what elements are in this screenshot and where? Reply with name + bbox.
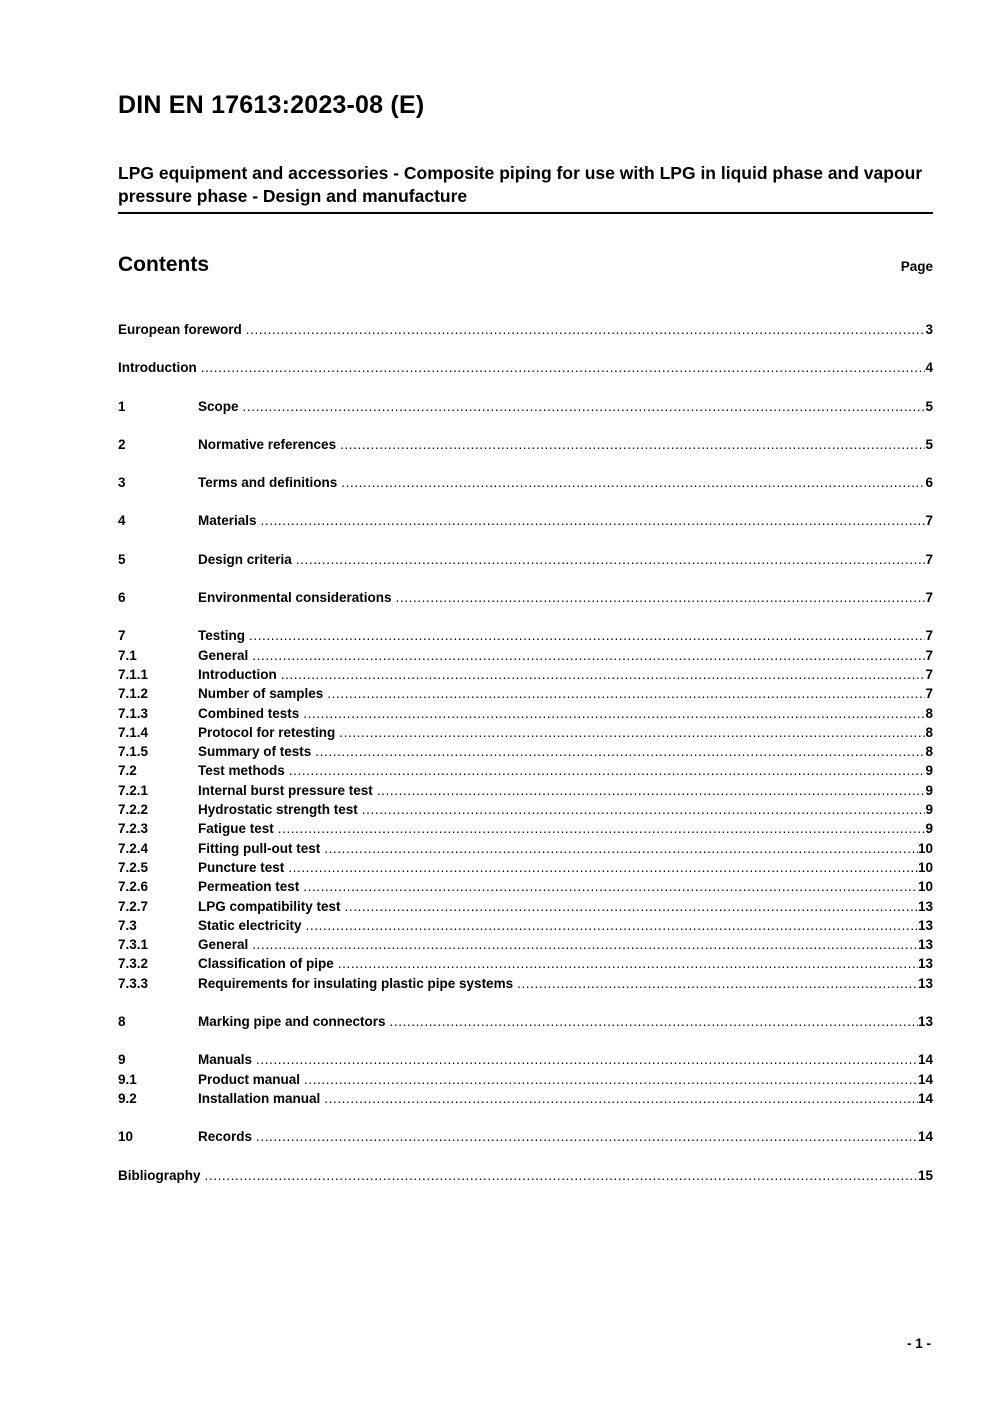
toc-entry-title: Requirements for insulating plastic pipe systems [198,975,514,991]
toc-leader-dots [306,916,918,935]
toc-entry-title: Protocol for retesting [198,724,336,740]
toc-entry-title: Combined tests [198,705,300,721]
toc-group [118,397,933,416]
toc-leader-dots [340,435,925,454]
toc-entry[interactable] [118,1089,933,1108]
toc-entry-page: 13 [917,898,933,914]
toc-entry[interactable] [118,626,933,645]
toc-entry[interactable] [118,897,933,916]
toc-entry[interactable] [118,1012,933,1031]
toc-leader-dots [289,761,926,780]
toc-entry-number: 5 [118,551,126,567]
toc-leader-dots [256,1127,918,1146]
toc-entry-number: 3 [118,475,126,491]
toc-entry-title: Permeation test [198,879,300,895]
toc-entry-number: 7.3 [118,917,137,933]
toc-entry-title: Fatigue test [198,821,274,837]
toc-entry-number: 7.3.1 [118,937,149,953]
toc-entry[interactable] [118,954,933,973]
toc-entry-number: 7.2 [118,763,137,779]
toc-entry-title: Environmental considerations [198,590,392,606]
toc-entry-title: Terms and definitions [198,475,338,491]
contents-heading: Contents [118,253,209,276]
toc-leader-dots [296,550,926,569]
toc-entry-page: 9 [925,782,933,798]
toc-entry[interactable] [118,550,933,569]
toc-entry-number: 4 [118,513,126,529]
toc-leader-dots [246,320,926,339]
toc-entry-page: 14 [917,1071,933,1087]
toc-entry-title: European foreword [118,322,242,337]
toc-leader-dots [252,646,925,665]
toc-entry-page: 6 [925,475,933,491]
toc-leader-dots [396,588,926,607]
toc-entry-title: General [198,647,249,663]
page-column-label: Page [900,259,933,274]
toc-leader-dots [278,819,926,838]
toc-entry-page: 9 [925,763,933,779]
toc-entry[interactable] [118,320,933,339]
toc-leader-dots [256,1050,918,1069]
toc-entry-number: 7.2.5 [118,859,149,875]
toc-entry-number: 7.1.1 [118,666,149,682]
toc-entry-page: 14 [917,1090,933,1106]
toc-entry-page: 5 [925,398,933,414]
toc-entry-title: Design criteria [198,551,292,567]
toc-entry[interactable] [118,511,933,530]
toc-group [118,588,933,607]
footer-page-number: - 1 - [906,1336,931,1351]
toc-entry-title: Materials [198,513,257,529]
toc-entry-number: 7.2.1 [118,782,149,798]
toc-entry[interactable] [118,1166,933,1185]
toc-entry-number: 7 [118,628,126,644]
toc-entry[interactable] [118,704,933,723]
toc-entry-title: Puncture test [198,859,285,875]
toc-leader-dots [201,358,926,377]
toc-entry[interactable] [118,858,933,877]
toc-entry-page: 10 [917,859,933,875]
toc-leader-dots [377,781,926,800]
toc-entry-page: 7 [925,647,933,663]
toc-leader-dots [249,626,925,645]
toc-group [118,1050,933,1108]
toc-list [118,320,933,1185]
toc-entry-number: 8 [118,1014,126,1030]
toc-entry[interactable] [118,1127,933,1146]
toc-group [118,1012,933,1031]
toc-entry[interactable] [118,935,933,954]
toc-group [118,550,933,569]
toc-leader-dots [362,800,926,819]
toc-leader-dots [315,742,925,761]
toc-entry-number: 10 [118,1129,134,1145]
toc-leader-dots [339,723,925,742]
toc-entry-title: Testing [198,628,245,644]
toc-entry-page: 7 [925,590,933,606]
toc-leader-dots [252,935,918,954]
toc-entry-title: Installation manual [198,1090,321,1106]
toc-group [118,626,933,993]
toc-entry-title: Internal burst pressure test [198,782,373,798]
toc-entry-page: 4 [925,360,933,376]
toc-leader-dots [324,839,918,858]
toc-entry-title: Product manual [198,1071,301,1087]
toc-entry-page: 9 [925,802,933,818]
toc-entry-page: 10 [917,840,933,856]
toc-entry-page: 14 [917,1052,933,1068]
toc-leader-dots [345,897,918,916]
toc-entry-page: 8 [925,744,933,760]
toc-entry-title: Classification of pipe [198,956,334,972]
toc-entry-page: 13 [917,975,933,991]
toc-entry-title: Static electricity [198,917,302,933]
toc-entry-number: 7.1.3 [118,705,149,721]
toc-entry[interactable] [118,358,933,377]
toc-entry-page: 14 [917,1129,933,1145]
toc-entry-number: 7.1.2 [118,686,149,702]
toc-entry[interactable] [118,397,933,416]
toc-entry-page: 7 [925,551,933,567]
toc-entry-title: LPG compatibility test [198,898,341,914]
toc-entry[interactable] [118,684,933,703]
toc-leader-dots [281,665,926,684]
toc-entry[interactable] [118,1050,933,1069]
toc-entry-page: 13 [917,917,933,933]
toc-entry-title: Records [198,1129,253,1145]
toc-entry-title: Introduction [118,360,197,376]
toc-entry[interactable] [118,742,933,761]
toc-entry-page: 7 [925,686,933,702]
toc-entry-number: 2 [118,436,126,452]
toc-leader-dots [324,1089,918,1108]
toc-entry[interactable] [118,646,933,665]
toc-entry-page: 7 [925,666,933,682]
toc-leader-dots [303,877,918,896]
toc-entry-number: 1 [118,398,126,414]
toc-entry-page: 13 [917,956,933,972]
toc-entry[interactable] [118,588,933,607]
contents-header-row [118,254,933,276]
toc-entry-title: Bibliography [118,1167,201,1183]
toc-entry-title: Test methods [198,763,285,779]
toc-entry[interactable] [118,916,933,935]
toc-entry-title: Normative references [198,436,337,452]
toc-group [118,1166,933,1185]
toc-entry-number: 9 [118,1052,126,1068]
toc-entry[interactable] [118,781,933,800]
toc-leader-dots [303,704,925,723]
toc-entry[interactable] [118,800,933,819]
toc-entry-page: 7 [925,628,933,644]
toc-entry-title: Introduction [198,666,277,682]
toc-entry-page: 13 [917,1014,933,1030]
toc-leader-dots [261,511,926,530]
toc-leader-dots [304,1070,918,1089]
toc-entry-number: 9.1 [118,1071,137,1087]
document-title: LPG equipment and accessories - Composite piping for use with LPG in liquid phase and vapour pressure phase - Design and manufacture [118,162,933,214]
toc-entry[interactable] [118,761,933,780]
toc-leader-dots [205,1166,918,1185]
toc-group [118,358,933,377]
toc-entry-page: 9 [925,821,933,837]
toc-entry[interactable] [118,1070,933,1089]
toc-entry-page: 5 [925,436,933,452]
toc-entry-number: 7.2.4 [118,840,149,856]
toc-group [118,435,933,454]
toc-group [118,473,933,492]
toc-entry-title: Number of samples [198,686,324,702]
toc-entry-page: 7 [925,513,933,529]
toc-entry[interactable] [118,819,933,838]
toc-entry[interactable] [118,839,933,858]
toc-entry-title: Scope [198,398,239,414]
toc-entry-page: 13 [917,937,933,953]
toc-leader-dots [517,974,918,993]
toc-leader-dots [288,858,918,877]
toc-entry-number: 9.2 [118,1090,137,1106]
toc-entry-number: 7.1 [118,647,137,663]
toc-leader-dots [243,397,926,416]
toc-entry-page: 3 [925,322,933,337]
toc-entry[interactable] [118,974,933,993]
toc-entry-title: Summary of tests [198,744,312,760]
toc-leader-dots [341,473,925,492]
toc-entry[interactable] [118,723,933,742]
toc-entry-page: 10 [917,879,933,895]
toc-entry[interactable] [118,435,933,454]
toc-leader-dots [338,954,918,973]
toc-entry-number: 7.1.5 [118,744,149,760]
toc-group [118,1127,933,1146]
toc-entry-number: 7.2.6 [118,879,149,895]
toc-entry[interactable] [118,473,933,492]
toc-entry-number: 7.2.3 [118,821,149,837]
toc-leader-dots [327,684,925,703]
toc-entry[interactable] [118,877,933,896]
toc-entry-number: 7.1.4 [118,724,149,740]
toc-entry-title: Hydrostatic strength test [198,802,358,818]
toc-entry[interactable] [118,665,933,684]
toc-entry-page: 15 [917,1167,933,1183]
toc-entry-number: 7.2.7 [118,898,149,914]
toc-entry-page: 8 [925,705,933,721]
toc-entry-page: 8 [925,724,933,740]
toc-entry-number: 7.2.2 [118,802,149,818]
toc-entry-number: 7.3.2 [118,956,149,972]
toc-entry-number: 7.3.3 [118,975,149,991]
toc-entry-title: General [198,937,249,953]
toc-group [118,511,933,530]
toc-entry-title: Fitting pull-out test [198,840,321,856]
toc-entry-number: 6 [118,590,126,606]
toc-entry-title: Marking pipe and connectors [198,1014,386,1030]
document-number: DIN EN 17613:2023-08 (E) [118,91,425,119]
toc-leader-dots [390,1012,918,1031]
toc-group [118,320,933,339]
toc-entry-title: Manuals [198,1052,253,1068]
